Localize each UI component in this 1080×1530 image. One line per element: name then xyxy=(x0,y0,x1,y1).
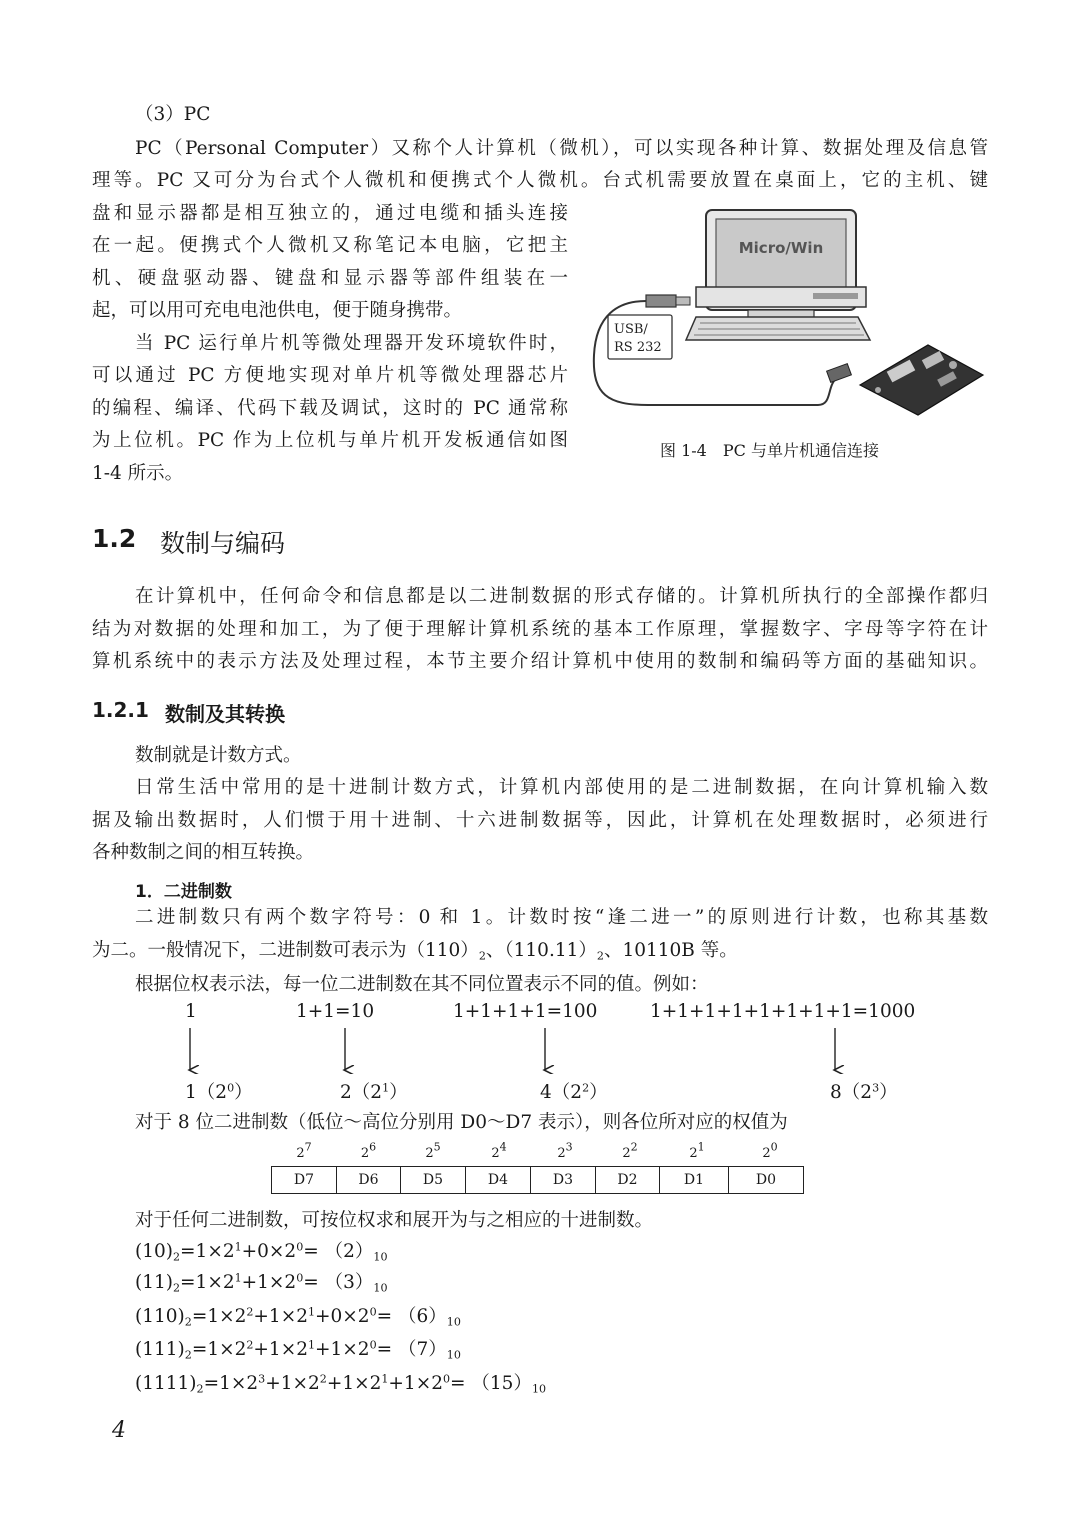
formula-line: $(11)_2=1\times 2^1+1\times 2^0= (3)_{10}$ xyxy=(135,1271,388,1295)
bit-cell: D7 xyxy=(272,1167,337,1194)
paragraph-line: 当 PC 运行单片机等微处理器开发环境软件时， xyxy=(135,333,568,354)
interface-label-line2: RS 232 xyxy=(614,340,662,355)
dev-board-illustration xyxy=(860,345,983,415)
bit-weight: $2^5$ xyxy=(425,1139,441,1161)
bit-weight: $2^1$ xyxy=(689,1139,705,1161)
example-result: $8(2^3)$ xyxy=(830,1081,898,1103)
bit-name-row xyxy=(271,1166,804,1194)
paragraph-line: 起，可以用可充电电池供电，便于随身携带。 xyxy=(92,300,463,321)
page-number: 4 xyxy=(112,1418,126,1443)
example-result: $4(2^2)$ xyxy=(540,1081,608,1103)
example-result: $1(2^0)$ xyxy=(185,1081,253,1103)
interface-label-line1: USB/ xyxy=(614,322,648,337)
paragraph-line: 结为对数据的处理和加工，为了便于理解计算机系统的基本工作原理，掌握数字、字母等字符在计 xyxy=(92,619,988,640)
paragraph-line: 理等。PC 又可分为台式个人微机和便携式个人微机。台式机需要放置在桌面上，它的主机、键 xyxy=(92,170,988,191)
paragraph-line: 机、硬盘驱动器、键盘和显示器等部件组装在一 xyxy=(92,268,568,289)
subsection-heading-pc: （3）PC xyxy=(135,104,211,125)
paragraph-line: 算机系统中的表示方法及处理过程，本节主要介绍计算机中使用的数制和编码等方面的基础知识。 xyxy=(92,651,988,672)
section-number: 1.2 xyxy=(92,524,137,553)
bit-weight: $2^7$ xyxy=(296,1139,312,1161)
example-expression: 1+1+1+1=100 xyxy=(453,1001,598,1022)
section-title: 数制与编码 xyxy=(160,529,286,558)
bit-weight: $2^3$ xyxy=(557,1139,573,1161)
paragraph-line: 为二。一般情况下，二进制数可表示为$(110)_2$、$(110.11)_2$、10110B 等。 xyxy=(92,940,738,963)
paragraph-line: 的编程、编译、代码下载及调试，这时的 PC 通常称 xyxy=(92,398,568,419)
bit-cell: D6 xyxy=(337,1167,401,1194)
paragraph-line: 在计算机中，任何命令和信息都是以二进制数据的形式存储的。计算机所执行的全部操作都归 xyxy=(135,586,988,607)
monitor-screen-text: Micro/Win xyxy=(738,239,824,257)
example-expression: 1+1+1+1+1+1+1+1=1000 xyxy=(650,1001,916,1022)
binary-heading: 1．二进制数 xyxy=(135,882,232,902)
paragraph-line: 数制就是计数方式。 xyxy=(135,745,302,766)
bit-cell: D4 xyxy=(466,1167,531,1194)
serial-connector-illustration xyxy=(827,364,852,383)
paragraph-line: 根据位权表示法，每一位二进制数在其不同位置表示不同的值。例如： xyxy=(135,974,709,995)
paragraph-line: PC（Personal Computer）又称个人计算机（微机），可以实现各种计算、数据处理及信息管 xyxy=(135,138,988,159)
bit-weight: $2^4$ xyxy=(491,1139,507,1161)
subsection-title: 数制及其转换 xyxy=(165,702,285,726)
bit-cell: D5 xyxy=(401,1167,466,1194)
paragraph-line: 1-4 所示。 xyxy=(92,463,184,484)
paragraph-line: 据及输出数据时，人们惯于用十进制、十六进制数据等，因此，计算机在处理数据时，必须进行 xyxy=(92,810,988,831)
formula-line: $(110)_2=1\times 2^2+1\times 2^1+0\times 2^0= (6)_{10}$ xyxy=(135,1305,461,1329)
bit-weight: $2^2$ xyxy=(622,1139,638,1161)
bit-weight: $2^6$ xyxy=(360,1139,377,1161)
paragraph-line: 可以通过 PC 方便地实现对单片机等微处理器芯片 xyxy=(92,365,568,386)
paragraph-line: 各种数制之间的相互转换。 xyxy=(92,842,315,863)
paragraph-line: 对于 8 位二进制数（低位～高位分别用 D0～D7 表示），则各位所对应的权值为 xyxy=(135,1112,788,1133)
paragraph-line: 二进制数只有两个数字符号：0 和 1。计数时按“逢二进一”的原则进行计数，也称其基数 xyxy=(135,907,988,928)
bit-weight-table xyxy=(271,1140,808,1194)
bit-weight: $2^0$ xyxy=(762,1139,778,1161)
formula-line: $(111)_2=1\times 2^2+1\times 2^1+1\times 2^0= (7)_{10}$ xyxy=(135,1338,461,1362)
bit-weight-row xyxy=(271,1140,808,1166)
paragraph-line: 为上位机。PC 作为上位机与单片机开发板通信如图 xyxy=(92,430,568,451)
paragraph-line: 日常生活中常用的是十进制计数方式，计算机内部使用的是二进制数据，在向计算机输入数 xyxy=(135,777,988,798)
paragraph-line: 在一起。便携式个人微机又称笔记本电脑，它把主 xyxy=(92,235,568,256)
example-expression: 1+1=10 xyxy=(296,1001,375,1022)
formula-line: $(10)_2=1\times 2^1+0\times 2^0= (2)_{10}$ xyxy=(135,1240,388,1264)
interface-label-box xyxy=(608,315,672,359)
bit-cell: D3 xyxy=(531,1167,596,1194)
paragraph-line: 对于任何二进制数，可按位权求和展开为与之相应的十进制数。 xyxy=(135,1210,654,1231)
bit-cell: D2 xyxy=(596,1167,660,1194)
formula-line: $(1111)_2=1\times 2^3+1\times 2^2+1\times 2^1+1\times 2^0= (15)_{10}$ xyxy=(135,1372,547,1396)
example-expression: 1 xyxy=(185,1001,197,1022)
desktop-base-illustration xyxy=(696,287,866,307)
example-arrows xyxy=(150,1024,870,1074)
paragraph-line: 盘和显示器都是相互独立的，通过电缆和插头连接 xyxy=(92,203,568,224)
figure-caption: 图 1-4 PC 与单片机通信连接 xyxy=(660,441,879,460)
bit-cell: D1 xyxy=(660,1167,729,1194)
figure-pc-mcu-connection xyxy=(588,205,988,430)
example-result: $2(2^1)$ xyxy=(340,1081,408,1103)
keyboard-illustration xyxy=(686,317,870,340)
bit-cell: D0 xyxy=(729,1167,804,1194)
subsection-number: 1.2.1 xyxy=(92,698,149,722)
